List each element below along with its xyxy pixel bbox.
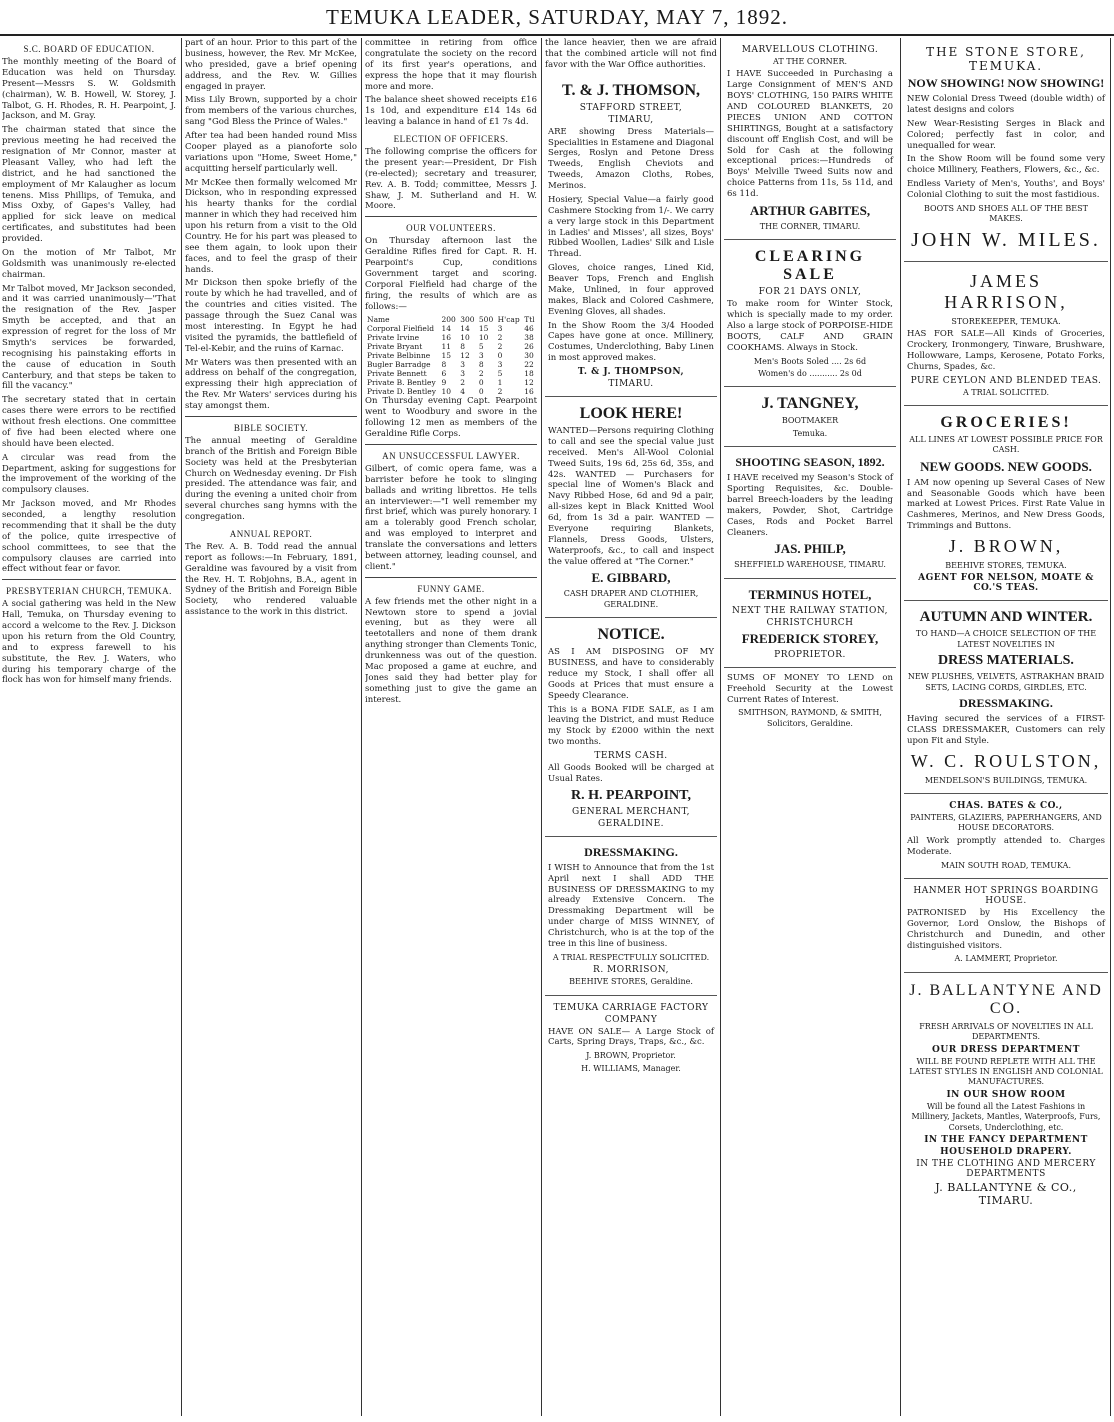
masthead <box>0 0 1114 36</box>
article-heading: FUNNY GAME. <box>417 583 485 594</box>
table-cell: 3 <box>460 369 465 379</box>
advert-trial: A TRIAL SOLICITED. <box>962 387 1050 397</box>
advert-dept: OUR DRESS DEPARTMENT <box>932 1044 1080 1055</box>
advert-text: WILL BE FOUND REPLETE WITH ALL THE LATEST STYLES IN ENGLISH AND COLONIAL MANUFACTURES. <box>909 1056 1103 1087</box>
advert-name: R. H. PEARPOINT, <box>571 787 691 803</box>
advert-prop: PROPRIETOR. <box>774 649 846 660</box>
advert-footer: J. BALLANTYNE & CO., TIMARU. <box>935 1181 1077 1207</box>
divider <box>365 577 537 578</box>
table-header-cell: H'cap <box>497 315 520 325</box>
advert-text: NEW Colonial Dress Tweed (double width) of latest designs and colors <box>907 94 1105 115</box>
advert-name: J. BALLANTYNE AND CO. <box>909 981 1103 1017</box>
table-row <box>365 333 537 342</box>
table-cell: 15 <box>478 324 489 334</box>
divider <box>365 216 537 217</box>
article-heading: PRESBYTERIAN CHURCH, TEMUKA. <box>6 586 172 597</box>
table-cell: 3 <box>460 360 465 370</box>
advert-dressmaking <box>545 837 717 996</box>
advert-text: HAS FOR SALE—All Kinds of Groceries, Crockery, Ironmongery, Tinware, Brushware, Hollowware, Lamps, Kerosene, Potato Forks, Churns, Spades, &c. <box>907 329 1105 372</box>
column-rule <box>720 38 721 1416</box>
advert-name: JAS. PHILP, <box>774 541 846 557</box>
advert-manager: H. WILLIAMS, Manager. <box>581 1063 681 1073</box>
advert-title: MARVELLOUS CLOTHING. <box>741 45 879 55</box>
advert-dept: IN THE CLOTHING AND MERCERY DEPARTMENTS <box>916 1159 1096 1179</box>
article-paragraph: The annual meeting of Geraldine branch of the British and Foreign Bible Society was held at the Presbyterian Church on Wednesday evening. Dr Fish presided. The attendance was fair, and during the evening a united choir from several churches sang hymns with the congregation. <box>185 435 357 522</box>
advert-text: All Work promptly attended to. Charges Moderate. <box>907 835 1105 857</box>
divider <box>2 579 176 580</box>
advert-name: FREDERICK STOREY, <box>741 630 879 646</box>
article-paragraph: On Thursday afternoon last the Geraldine Rifles fired for Capt. R. H. Pearpoint's Cup, conditions Government target and scoring. Corporal Fielfield had charge of the firing, the results of which are as follows:— <box>365 236 537 312</box>
table-cell: 0 <box>478 378 484 388</box>
article-paragraph: The Rev. A. B. Todd read the annual report as follows:—In February, 1891, Geraldine was favoured by a visit from the Rev. H. T. Robjohns, B.A., agent in Sydney of the British and Foreign Bible Society, who rendered valuable assistance to the work in this district. <box>185 541 357 618</box>
advert-name: T. & J. THOMSON, <box>561 81 701 99</box>
advert-town: Temuka. <box>792 428 828 438</box>
advert-james-harrison <box>904 262 1108 406</box>
advert-sub: BOOTMAKER <box>781 416 839 426</box>
article-subheading: ANNUAL REPORT. <box>229 528 313 539</box>
advert-sub: ALL LINES AT LOWEST POSSIBLE PRICE FOR CASH. <box>909 434 1103 455</box>
table-row <box>365 342 537 351</box>
advert-addr: THE CORNER, TIMARU. <box>759 221 861 231</box>
advert-title: DRESSMAKING. <box>959 696 1053 711</box>
advert-dept: HOUSEHOLD DRAPERY. <box>940 1147 1072 1157</box>
advert-sub: FRESH ARRIVALS OF NOVELTIES IN ALL DEPARTMENTS. <box>919 1021 1093 1042</box>
advert-marvellous-clothing <box>724 38 896 240</box>
advert-hanmer <box>904 879 1108 973</box>
advert-thomson <box>545 74 717 397</box>
article-paragraph: The secretary stated that in certain cases there were errors to be rectified without fresh elections. One committee of five had been elected where one should have been elected. <box>2 395 176 449</box>
table-cell: Bugler Barradge <box>367 360 431 370</box>
advert-sub: FOR 21 DAYS ONLY, <box>758 287 862 298</box>
advert-text: Will be found all the Latest Fashions in Millinery, Jackets, Mantles, Waterproofs, Furs, Corsets, Underclothing, etc. <box>911 1101 1101 1132</box>
newspaper-title: TEMUKA LEADER, SATURDAY, MAY 7, 1892. <box>326 5 788 29</box>
advert-chas-bates <box>904 794 1108 879</box>
article-heading: S.C. BOARD OF EDUCATION. <box>23 44 155 54</box>
advert-title: TEMUKA CARRIAGE FACTORY <box>553 1002 709 1013</box>
article-paragraph: Mr Jackson moved, and Mr Rhodes seconded, a lengthy resolution recommending that it shall be the duty of the police, quite irrespective of school committees, to see that the compulsory clauses are carried into effect without fear or favor. <box>2 499 176 575</box>
table-cell: 3 <box>478 351 484 361</box>
advert-notice <box>545 618 717 837</box>
advert-title: THE STONE STORE, TEMUKA. <box>926 45 1086 73</box>
advert-sub: SHEFFIELD WAREHOUSE, TIMARU. <box>734 560 886 570</box>
table-cell: Private Bennett <box>367 369 427 379</box>
table-cell: 16 <box>524 387 534 397</box>
article-paragraph: The following comprise the officers for the present year:—President, Dr Fish (re-elected); secretary and treasurer, Rev. A. B. Todd; committee, Messrs J. Shaw, J. M. Sutherland and H. W. Moore. <box>365 147 537 212</box>
table-cell: Private Irvine <box>367 333 420 343</box>
article-paragraph: After tea had been handed round Miss Cooper played as a pianoforte solo variations upon "Home, Sweet Home," acquitting herself particularly well. <box>185 131 357 174</box>
advert-addr: MAIN SOUTH ROAD, TEMUKA. <box>941 860 1071 870</box>
table-cell: Private Belbinne <box>367 351 431 361</box>
advert-title: SHOOTING SEASON, 1892. <box>735 455 885 470</box>
table-row <box>365 324 537 333</box>
advert-sub: PAINTERS, GLAZIERS, PAPERHANGERS, AND HOUSE DECORATORS. <box>910 813 1102 833</box>
table-cell: 4 <box>460 387 465 397</box>
advert-ballantyne <box>904 973 1108 1214</box>
advert-shooting-season <box>724 447 896 579</box>
column-rule <box>181 38 182 1416</box>
advert-title: AUTUMN AND WINTER. <box>919 609 1093 626</box>
table-cell: 10 <box>460 333 470 343</box>
article-paragraph: On the motion of Mr Talbot, Mr Goldsmith was unanimously re-elected chairman. <box>2 247 176 280</box>
advert-name: CHAS. BATES & CO., <box>949 801 1063 812</box>
article-paragraph: The balance sheet showed receipts £16 1s 10d, and expenditure £14 14s 6d leaving a balance in hand of £1 7s 4d. <box>365 95 537 128</box>
advert-title: TERMINUS HOTEL, <box>748 586 872 602</box>
advert-dept: IN OUR SHOW ROOM <box>946 1089 1066 1100</box>
table-cell: 5 <box>478 342 484 352</box>
table-cell: 2 <box>497 342 503 352</box>
article-paragraph: Mr Dickson then spoke briefly of the route by which he had travelled, and of the countries and cities visited. The passage through the Suez Canal was most interesting. In Egypt he had visited the pyramids, the battlefield of Tel-el-Kebir, and the ruins of Karnac. <box>185 278 357 354</box>
advert-sub: MENDELSON'S BUILDINGS, TEMUKA. <box>924 775 1088 785</box>
article-paragraph: committee in retiring from office congratulate the society on the record of its first year's operations, and express the hope that it may flourish more and more. <box>365 38 537 92</box>
article-heading: AN UNSUCCESSFUL LAWYER. <box>382 450 520 461</box>
divider <box>365 444 537 445</box>
table-cell: Private D. Bentley <box>367 387 436 397</box>
advert-name: JOHN W. MILES. <box>911 228 1101 251</box>
table-cell: 12 <box>460 351 470 361</box>
table-header-cell: 200 <box>441 315 456 325</box>
article-paragraph: The monthly meeting of the Board of Education was held on Thursday. Present—Messrs S. W. Goldsmith (chairman), W. B. Howell, W. Storey, J. Talbot, G. H. Rhodes, R. H. Pearpoint, J. Jackson, and M. Gray. <box>2 57 176 122</box>
article-paragraph: The chairman stated that since the previous meeting he had received the resignation of Mr Connor, master at Pleasant Valley, who had left the district, and he had sanctioned the employment of Mr Kalaugher as locum tenens. Miss Phillips, of Temuka, and Miss Oxby, of Gapes's Valley, had applied for sick leave on medical certificates, and substitutes had been provided. <box>2 125 176 244</box>
advert-name: J. BROWN, Proprietor. <box>586 1051 676 1061</box>
advert-name: SMITHSON, RAYMOND, & SMITH, Solicitors, Geraldine. <box>738 708 882 728</box>
advert-name: E. GIBBARD, <box>591 570 671 586</box>
table-cell: 5 <box>497 369 503 379</box>
article-paragraph: Mr Talbot moved, Mr Jackson seconded, and it was carried unanimously—"That the resignation of the Rev. Jasper Smyth be accepted, and that an expression of regret for the loss of Mr Smyth's services be forwarded, recognising his painstaking efforts in the cause of education in South Canterbury, and that steps be taken to fill the vacancy." <box>2 283 176 392</box>
advert-title: GROCERIES! <box>940 413 1072 431</box>
advert-look-here <box>545 397 717 618</box>
article-paragraph: A few friends met the other night in a Newtown store to spend a jovial evening, but as they were all teetotallers and none of them drank anything stronger than Clements Tonic, drunkenness was out of the question. Mac proposed a game at euchre, and Jones said they had better play for something just to give the game an interest. <box>365 596 537 705</box>
advert-groceries <box>904 406 1108 602</box>
advert-text: ARE showing Dress Materials—Specialities in Estamene and Diagonal Serges, Roslyn and Petone Dress Tweeds, English Cheviots and Tweeds, Amazon Cloths, Robes, Merinos. <box>548 126 714 191</box>
table-row <box>365 387 537 396</box>
advert-town: TIMARU, <box>608 114 654 125</box>
advert-sub: GERALDINE. <box>597 818 665 829</box>
divider <box>185 416 357 417</box>
table-cell: 3 <box>497 360 503 370</box>
advert-name: R. MORRISON, <box>593 965 669 976</box>
table-cell: 16 <box>441 333 452 343</box>
table-cell: Corporal Fielfield <box>367 324 435 334</box>
advert-sub: BEEHIVE STORES, Geraldine. <box>569 977 693 987</box>
advert-terms: TERMS CASH. <box>594 751 668 762</box>
table-cell: 2 <box>460 378 465 388</box>
advert-stone-store <box>904 38 1108 262</box>
column-rule <box>900 38 901 1416</box>
column-1 <box>2 38 176 1416</box>
advert-text: Hosiery, Special Value—a fairly good Cashmere Stocking from 1/-. We carry a very large stock in this Department in Ladies' and Misses', all sizes, Boys' Ribbed Woollen, Ladies' Silk and Lisle Thread. <box>548 194 714 260</box>
table-header-row <box>365 315 537 324</box>
advert-title: COMPANY <box>604 1014 658 1025</box>
article-paragraph: Gilbert, of comic opera fame, was a barrister before he took to slinging ballads and writing librettos. He tells an interviewer:—"I well remember my first brief, which was purely honorary. I am a tolerably good French scholar, and was employed to interpret and translate the conversations and letters between attorney, leading counsel, and client." <box>365 463 537 572</box>
table-cell: 10 <box>478 333 489 343</box>
table-cell: 8 <box>478 360 484 370</box>
advert-text: SUMS OF MONEY TO LEND on Freehold Security at the Lowest Current Rates of Interest. <box>727 672 893 705</box>
advert-sub: CASH DRAPER AND CLOTHIER, GERALDINE. <box>563 589 699 609</box>
advert-signtown: TIMARU. <box>608 379 654 389</box>
advert-clearing-sale <box>724 240 896 387</box>
advert-name: HANMER HOT SPRINGS BOARDING HOUSE. <box>913 885 1099 906</box>
advert-text: I AM now opening up Several Cases of New and Seasonable Goods which have been marked at Lowest Prices. First Rate Value in Cashmeres, Merinos, and New Dress Goods, Trimmings and Buttons. <box>907 477 1105 532</box>
advert-name: JAMES HARRISON, <box>944 270 1068 312</box>
table-cell: 26 <box>524 342 534 352</box>
advert-autumn-winter <box>904 601 1108 794</box>
advert-sub: AT THE CORNER. <box>772 57 848 66</box>
table-row <box>365 351 537 360</box>
table-cell: 30 <box>524 351 534 361</box>
column-rule <box>1110 38 1111 1416</box>
advert-agent: AGENT FOR NELSON, MOATE & CO.'S TEAS. <box>918 573 1094 594</box>
advert-sub: CHRISTCHURCH <box>766 617 854 628</box>
advert-signoff: T. & J. THOMPSON, <box>577 367 685 377</box>
advert-trial: A TRIAL RESPECTFULLY SOLICITED. <box>552 952 710 962</box>
advert-text: All Goods Booked will be charged at Usual Rates. <box>548 763 714 784</box>
advert-name: J. TANGNEY, <box>761 395 859 413</box>
column-rule <box>541 38 542 1416</box>
advert-text: AS I AM DISPOSING OF MY BUSINESS, and have to considerably reduce my Stock, I shall offer all Goods at Prices that must ensure a Speedy Clearance. <box>548 647 714 701</box>
advert-text: HAVE ON SALE— A Large Stock of Carts, Spring Drays, Traps, &c., &c. <box>548 1026 714 1048</box>
advert-text: WANTED—Persons requiring Clothing to call and see the special value just received. Men's All-Wool Colonial Tweed Suits, 19s 6d, 25s 6d, 35s, and 42s. WANTED — Purchasers for special line of Women's Black and Navy Ribbed Hose, 6d and 9d a pair, all-sizes kept in Black Knitted Wool 6d, from 1s 3d a pair. WANTED — Everyone requiring Blankets, Flannels, Dress Goods, Ulsters, Waterproofs, &c., to call and inspect the value offered at "The Corner." <box>548 426 714 567</box>
column-2 <box>185 38 357 1416</box>
advert-line: Men's Boots Soled .... 2s 6d <box>753 356 867 366</box>
table-cell: Private B. Bentley <box>367 378 436 388</box>
advert-sub: BEEHIVE STORES, TEMUKA. <box>945 561 1067 571</box>
table-cell: 2 <box>478 369 484 379</box>
column-5 <box>724 38 896 1416</box>
table-row <box>365 378 537 387</box>
advert-line: BOOTS AND SHOES ALL OF THE BEST MAKES. <box>924 203 1088 224</box>
table-cell: 3 <box>497 324 503 334</box>
table-cell: 18 <box>524 369 534 379</box>
article-paragraph: the lance heavier, then we are afraid that the combined article will not find favor with the War Office authorities. <box>545 38 717 70</box>
advert-line: Women's do ........... 2s 0d <box>758 369 862 379</box>
advert-money-to-lend <box>724 668 896 736</box>
column-3 <box>365 38 537 1416</box>
advert-dept: IN THE FANCY DEPARTMENT <box>924 1135 1088 1145</box>
table-cell: 1 <box>497 378 503 388</box>
advert-sub: STOREKEEPER, TEMUKA. <box>951 316 1061 326</box>
table-cell: 8 <box>460 342 465 352</box>
advert-title: CLEARING SALE <box>754 248 866 284</box>
table-cell: 10 <box>441 387 452 397</box>
advert-text: Having secured the services of a FIRST-CLASS DRESSMAKER, Customers can rely upon Fit and Style. <box>907 714 1105 746</box>
table-cell: 8 <box>441 360 447 370</box>
table-body <box>365 324 537 396</box>
advert-text: I HAVE received my Season's Stock of Sporting Requisites, &c. Double-barrel Breech-loaders by the leading makers, Powder, Shot, Cartridge Cases, Rods and Pocket Barrel Cleaners. <box>727 473 893 538</box>
table-cell: 0 <box>478 387 484 397</box>
advert-name: ARTHUR GABITES, <box>749 202 871 218</box>
column-6 <box>904 38 1108 1416</box>
table-cell: 6 <box>441 369 447 379</box>
table-cell: Private Bryant <box>367 342 423 352</box>
table-cell: 14 <box>441 324 452 334</box>
advert-text: TO HAND—A CHOICE SELECTION OF THE LATEST NOVELTIES IN <box>915 629 1097 649</box>
table-cell: 0 <box>497 351 503 361</box>
table-cell: 2 <box>497 387 503 397</box>
advert-banner: NOW SHOWING! NOW SHOWING! <box>907 76 1105 90</box>
advert-text: Endless Variety of Men's, Youths', and Boys' Colonial Clothing to suit the most fastidious. <box>907 179 1105 200</box>
table-cell: 46 <box>524 324 534 334</box>
table-cell: 12 <box>524 378 534 388</box>
article-paragraph: A circular was read from the Department, asking for suggestions for the improvement of the working of the compulsory clauses. <box>2 452 176 496</box>
advert-title: DRESSMAKING. <box>584 844 678 859</box>
article-paragraph: part of an hour. Prior to this part of the business, however, the Rev. Mr McKee, who presided, gave a brief opening address, and the Rev. W. Gillies engaged in prayer. <box>185 38 357 92</box>
advert-terminus-hotel <box>724 579 896 668</box>
table-row <box>365 360 537 369</box>
advert-text: Gloves, choice ranges, Lined Kid, Beaver Tops, French and English Make, Unlined, in four approved makes, Black and Colored Cashmere, Evening Gloves, all shades. <box>548 263 714 317</box>
advert-text: To make room for Winter Stock, which is specially made to my order. Also a large stock of PORPOISE-HIDE BOOTS, CALF AND GRAIN COOKHAMS. Always in Stock. <box>727 299 893 353</box>
article-paragraph: A social gathering was held in the New Hall, Temuka, on Thursday evening to accord a welcome to the Rev. J. Dickson upon his return from the Old Country, and to express farewell to his substitute, the Rev. J. Waters, who during his temporary charge of the flock has won for himself many friends. <box>2 599 176 686</box>
shooting-scores-table <box>365 315 537 396</box>
advert-carriage-factory <box>545 996 717 1082</box>
column-rule <box>361 38 362 1416</box>
advert-name: J. BROWN, <box>948 536 1064 557</box>
table-header-cell: 500 <box>478 315 494 325</box>
advert-name: W. C. ROULSTON, <box>910 750 1102 771</box>
advert-text: I WISH to Announce that from the 1st April next I shall ADD THE BUSINESS OF DRESSMAKING to my already Extensive Concern. The Dressmaking Department will be under charge of MISS WINNEY, of Christchurch, who is at the top of the tree in this line of business. <box>548 862 714 949</box>
advert-sub: GENERAL MERCHANT, <box>571 806 691 817</box>
advert-tangney <box>724 387 896 447</box>
advert-street: STAFFORD STREET, <box>579 102 683 113</box>
advert-text: In the Show Room will be found some very choice Millinery, Feathers, Flowers, &c., &c. <box>907 154 1105 176</box>
column-4 <box>545 38 717 1416</box>
article-heading: OUR VOLUNTEERS. <box>406 223 496 234</box>
advert-text: New Wear-Resisting Serges in Black and Colored; perfectly fast in color, and unequalled for wear. <box>907 118 1105 151</box>
advert-big: DRESS MATERIALS. <box>938 653 1074 669</box>
advert-text: I HAVE Succeeded in Purchasing a Large Consignment of MEN'S AND BOYS' CLOTHING, 150 PAIRS WHITE AND COLOURED BLANKETS, 20 PIECES UNION AND COTTON SHIRTINGS, Bought at a satisfactory discount off English Cost, and will be Sold for Cash at the following exceptional prices:—Hundreds of Boys' Melville Tweed Suits now and choice Patterns from 11s, 5s 11d, and 6s 11d. <box>727 69 893 200</box>
table-header-cell: Name <box>367 315 390 325</box>
advert-text: In the Show Room the 3/4 Hooded Capes have gone at once. Millinery, Costumes, Underclothing, Baby Linen in most approved makes. <box>548 320 714 364</box>
advert-line: NEW PLUSHES, VELVETS, ASTRAKHAN BRAID SETS, LACING CORDS, GIRDLES, ETC. <box>907 672 1105 692</box>
advert-text: This is a BONA FIDE SALE, as I am leaving the District, and must Reduce my Stock by £2000 within the next two months. <box>548 704 714 748</box>
article-subheading: ELECTION OF OFFICERS. <box>393 134 509 144</box>
table-cell: 38 <box>524 333 534 343</box>
advert-prop: A. LAMMERT, Proprietor. <box>954 954 1058 964</box>
advert-title: LOOK HERE! <box>579 405 683 422</box>
table-header-cell: 300 <box>460 315 475 325</box>
article-paragraph: Mr Waters was then presented with an address on behalf of the congregation, expressing their high appreciation of the Rev. Mr Waters' services during his stay amongst them. <box>185 357 357 411</box>
article-paragraph: Mr McKee then formally welcomed Mr Dickson, who in responding expressed his hearty thanks for the cordial manner in which they had received him upon his return from a visit to the Old Country. He for his part was pleased to see them again, to look upon their faces, and to feel the grasp of their hands. <box>185 177 357 275</box>
table-cell: 14 <box>460 324 470 334</box>
article-paragraph: Miss Lily Brown, supported by a choir from members of the various churches, sang "God Bless the Prince of Wales." <box>185 95 357 128</box>
table-cell: 15 <box>441 351 452 361</box>
table-cell: 2 <box>497 333 503 343</box>
article-heading: BIBLE SOCIETY. <box>233 422 309 433</box>
advert-title: NOTICE. <box>597 626 665 644</box>
advert-text: PATRONISED by His Excellency the Governor, Lord Onslow, the Bishops of Christchurch and Dunedin, and other distinguished visitors. <box>907 907 1105 951</box>
article-paragraph: On Thursday evening Capt. Pearpoint went to Woodbury and swore in the following 12 men as members of the Geraldine Rifle Corps. <box>365 396 537 439</box>
table-cell: 22 <box>524 360 534 370</box>
advert-banner: NEW GOODS. NEW GOODS. <box>920 458 1092 474</box>
table-cell: 11 <box>441 342 452 352</box>
table-header-cell: Ttl <box>524 315 535 325</box>
table-cell: 9 <box>441 378 447 388</box>
table-row <box>365 369 537 378</box>
advert-line: PURE CEYLON AND BLENDED TEAS. <box>910 375 1102 386</box>
advert-sub: NEXT THE RAILWAY STATION, <box>731 605 889 616</box>
